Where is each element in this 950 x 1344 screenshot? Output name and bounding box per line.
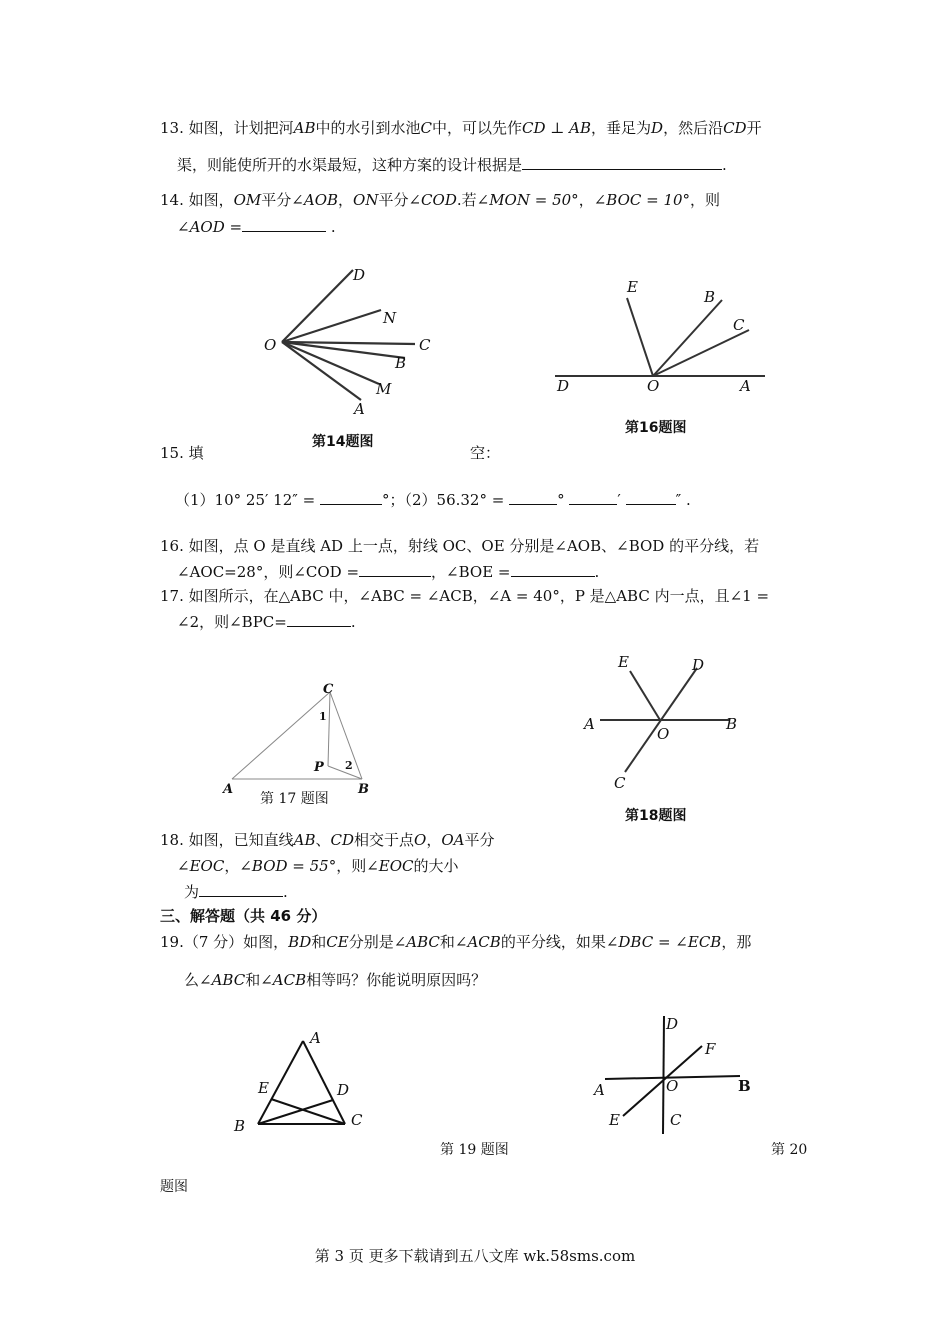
figure-18 — [575, 648, 750, 793]
figure-19 — [225, 1025, 375, 1140]
q19-line2: 么∠ABC和∠ACB相等吗？你能说明原因吗？ — [184, 971, 487, 989]
label-A: A — [594, 1081, 605, 1099]
q16-line2: ∠AOC=28°，则∠COD = ，∠BOE = . — [177, 563, 600, 581]
figure-14-caption: 第14题图 — [312, 434, 374, 450]
q16-line1: 16. 如图，点 O 是直线 AD 上一点，射线 OC、OE 分别是∠AOB、∠BOD 的平分线，若 — [160, 537, 760, 555]
q15-line2: （1）10° 25′ 12″ = °；（2）56.32° = ° ′ ″ . — [175, 491, 691, 509]
figure-14 — [255, 260, 455, 420]
ray-OE — [630, 671, 660, 720]
label-O: O — [647, 377, 660, 395]
label-A: A — [354, 400, 365, 418]
figure-20-caption-b: 题图 — [160, 1179, 188, 1195]
ray-OB — [653, 300, 722, 376]
label-A: A — [223, 782, 234, 797]
label-C: C — [419, 336, 431, 354]
label-D: D — [337, 1081, 350, 1099]
label-C: C — [733, 316, 745, 334]
figure-18-caption: 第18题图 — [625, 808, 687, 824]
section-3-heading: 三、解答题（共 46 分） — [160, 907, 327, 925]
q15-blank-1[interactable] — [320, 490, 382, 505]
label-B: B — [704, 288, 716, 306]
label-E: E — [618, 653, 629, 671]
q17-line1: 17. 如图所示，在△ABC 中，∠ABC = ∠ACB，∠A = 40°，P 是△ABC 内一点，且∠1 = — [160, 587, 770, 605]
label-A: A — [740, 377, 751, 395]
q17-line2: ∠2，则∠BPC= . — [177, 613, 356, 631]
page-footer: 第 3 页 更多下载请到五八文库 wk.58sms.com — [314, 1247, 636, 1265]
q14-answer-blank[interactable] — [242, 217, 326, 232]
ray-OE — [627, 298, 653, 376]
segment-CP — [328, 692, 330, 766]
label-E: E — [627, 278, 638, 296]
q13-line1: 13. 如图，计划把河AB中的水引到水池C中，可以先作CD ⊥ AB，垂足为D，然后沿CD开 — [160, 119, 762, 137]
label-C: C — [670, 1111, 682, 1129]
label-C: C — [323, 682, 334, 697]
label-B: B — [358, 782, 369, 797]
label-O: O — [264, 336, 277, 354]
label-E: E — [609, 1111, 620, 1129]
q14-line1: 14. 如图，OM平分∠AOB，ON平分∠COD.若∠MON = 50°，∠BOC = 10°，则 — [160, 191, 721, 209]
q15-line1-a: 15. 填 — [160, 444, 204, 462]
q13-answer-blank[interactable] — [522, 155, 722, 170]
label-D: D — [557, 377, 570, 395]
q14-line2: ∠AOD = . — [177, 218, 336, 236]
label-A: A — [310, 1029, 321, 1047]
label-B: B — [395, 354, 407, 372]
label-M: M — [376, 380, 392, 398]
figure-20-caption-a: 第 20 — [771, 1142, 808, 1158]
label-2: 2 — [345, 759, 353, 772]
figure-16 — [545, 270, 775, 400]
q18-line2: ∠EOC，∠BOD = 55°，则∠EOC的大小 — [177, 857, 459, 875]
label-F: F — [705, 1040, 716, 1058]
label-C: C — [614, 774, 626, 792]
figure-17-caption: 第 17 题图 — [260, 791, 329, 807]
label-B: B — [738, 1077, 751, 1095]
label-A: A — [584, 715, 595, 733]
line-DC — [663, 1016, 664, 1134]
figure-19-caption: 第 19 题图 — [440, 1142, 509, 1158]
q15-blank-2[interactable] — [509, 490, 557, 505]
ray-OC — [653, 330, 749, 376]
q18-line3: 为 . — [184, 883, 288, 901]
label-O: O — [657, 725, 670, 743]
q15-line1-b: 空： — [470, 444, 501, 462]
label-C: C — [351, 1111, 363, 1129]
q16-blank-2[interactable] — [511, 562, 595, 577]
q15-blank-3[interactable] — [569, 490, 617, 505]
label-N: N — [383, 309, 397, 327]
label-D: D — [692, 656, 705, 674]
label-B: B — [726, 715, 738, 733]
q18-line1: 18. 如图，已知直线AB、CD相交于点O，OA平分 — [160, 831, 495, 849]
figure-20 — [590, 1012, 765, 1137]
q16-blank-1[interactable] — [359, 562, 431, 577]
figure-16-caption: 第16题图 — [625, 420, 687, 436]
q18-blank[interactable] — [199, 882, 283, 897]
label-1: 1 — [319, 710, 327, 723]
label-B: B — [234, 1117, 246, 1135]
label-E: E — [258, 1079, 269, 1097]
figure-17 — [215, 678, 385, 798]
q19-line1: 19.（7 分）如图，BD和CE分别是∠ABC和∠ACB的平分线，如果∠DBC = ∠ECB，那 — [160, 933, 752, 951]
label-O: O — [666, 1077, 679, 1095]
label-P: P — [314, 760, 324, 775]
label-D: D — [666, 1015, 679, 1033]
q13-line2: 渠，则能使所开的水渠最短，这种方案的设计根据是 . — [177, 156, 727, 174]
q17-blank[interactable] — [287, 612, 351, 627]
label-D: D — [353, 266, 366, 284]
q15-blank-4[interactable] — [626, 490, 676, 505]
